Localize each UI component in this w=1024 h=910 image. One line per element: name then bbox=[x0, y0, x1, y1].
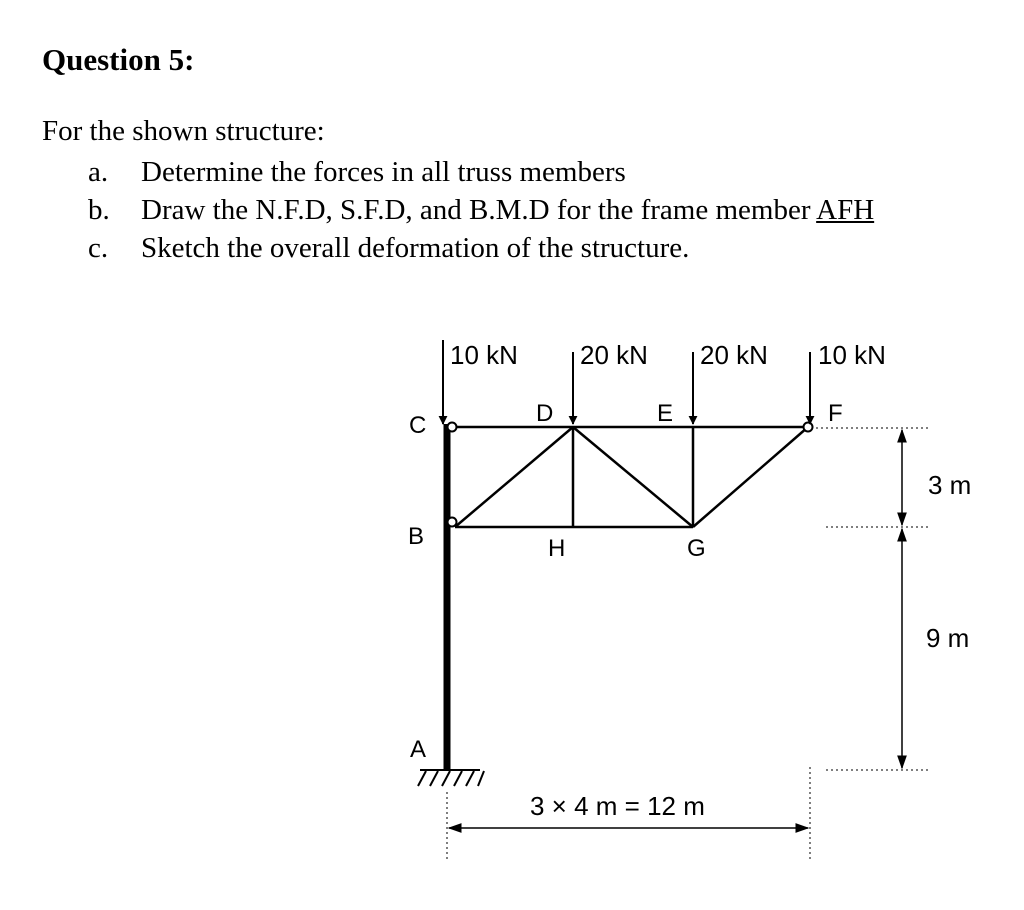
node-label-h: H bbox=[548, 535, 566, 562]
node-label-b: B bbox=[408, 523, 425, 550]
node-label-f: F bbox=[828, 400, 843, 427]
task-marker: c. bbox=[88, 232, 109, 264]
truss-member-gf bbox=[693, 427, 808, 527]
truss-member-dg bbox=[573, 427, 693, 527]
task-text: Draw the N.F.D, S.F.D, and B.M.D for the frame member bbox=[141, 194, 817, 226]
task-text: Sketch the overall deformation of the structure. bbox=[141, 232, 690, 264]
task-marker: b. bbox=[88, 194, 110, 226]
truss-member-bd bbox=[455, 427, 573, 527]
question-title: Question 5: bbox=[42, 42, 195, 77]
node-label-a: A bbox=[410, 736, 427, 763]
task-text: Determine the forces in all truss members bbox=[141, 156, 626, 188]
member-afh-underlined: AFH bbox=[816, 194, 875, 226]
node-label-d: D bbox=[536, 400, 554, 427]
problem-intro: For the shown structure: bbox=[42, 115, 325, 147]
pin-f-icon bbox=[804, 423, 813, 432]
load-label-d: 20 kN bbox=[580, 340, 648, 370]
node-label-g: G bbox=[687, 535, 706, 562]
dimension-label-9m: 9 m bbox=[926, 623, 970, 653]
load-label-e: 20 kN bbox=[700, 340, 768, 370]
task-marker: a. bbox=[88, 156, 109, 188]
dimension-label-3m: 3 m bbox=[928, 470, 972, 500]
pin-b-icon bbox=[448, 518, 457, 527]
fixed-support-icon bbox=[418, 770, 484, 786]
node-label-c: C bbox=[409, 412, 427, 439]
pin-c-icon bbox=[448, 423, 457, 432]
node-label-e: E bbox=[657, 400, 674, 427]
load-label-f: 10 kN bbox=[818, 340, 886, 370]
load-label-c: 10 kN bbox=[450, 340, 518, 370]
truss-members bbox=[455, 427, 808, 527]
dimension-label-span: 3 × 4 m = 12 m bbox=[530, 791, 705, 821]
